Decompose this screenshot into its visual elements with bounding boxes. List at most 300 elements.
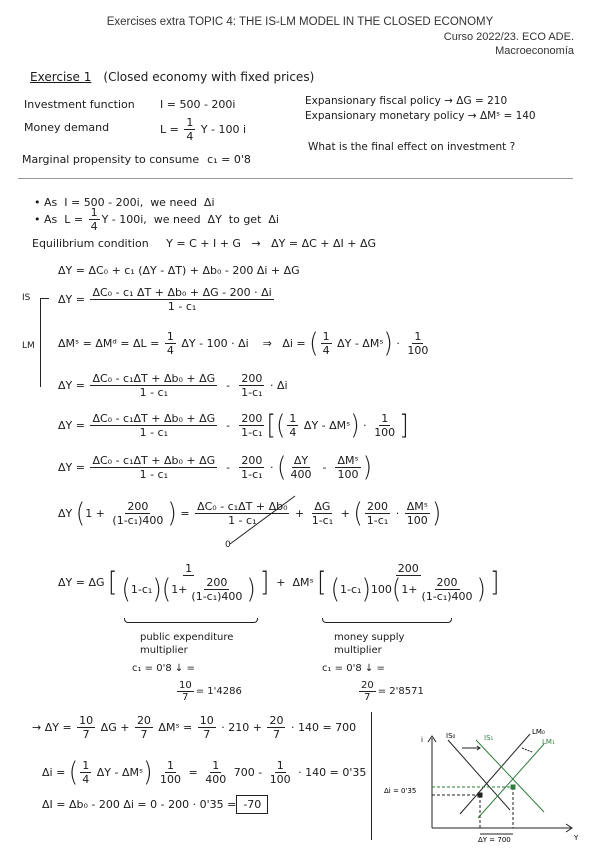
- bracket-group: [68, 756, 153, 788]
- numerator: [89, 206, 100, 220]
- is-lm-bracket: [40, 298, 49, 387]
- money-multiplier-label: money supply multiplier: [334, 632, 405, 656]
- equation-text: 20: [269, 714, 284, 727]
- numerator: [204, 576, 229, 590]
- divider: [18, 178, 573, 179]
- denominator: [89, 220, 100, 233]
- bracket-group: [266, 409, 409, 441]
- denominator: [165, 344, 176, 357]
- equation-text: · Δi: [266, 379, 288, 392]
- numerator: [77, 714, 95, 728]
- fraction: [158, 759, 183, 786]
- fraction: [77, 714, 95, 741]
- investment-equation: I = 500 - 200i: [160, 98, 236, 111]
- denominator: [119, 573, 257, 605]
- open-bracket: [: [317, 566, 327, 598]
- denominator: [239, 426, 264, 439]
- fraction: [80, 759, 91, 786]
- numerator: [135, 714, 153, 728]
- equation-text: ΔG +: [97, 721, 133, 734]
- equation-text: 1-c₁: [340, 582, 362, 596]
- bracket-group: [121, 573, 162, 605]
- numerator: [210, 759, 221, 773]
- equation-5: [58, 409, 409, 441]
- equation-text: Y - 100i, we need ΔY to get Δi: [101, 213, 279, 226]
- strike-out-mark: [220, 492, 300, 552]
- equation-text: ΔMˢ: [406, 500, 428, 513]
- delta-i-result: [42, 756, 367, 788]
- numerator: [80, 759, 91, 773]
- x-axis-label: Y: [574, 834, 579, 842]
- equation-text: ΔY =: [58, 379, 89, 392]
- equation-text: 100: [374, 426, 396, 439]
- close-bracket: ): [167, 497, 177, 529]
- equation-text: ·: [392, 337, 404, 350]
- numerator: [412, 330, 423, 344]
- fraction: [110, 500, 165, 527]
- numerator: [292, 454, 310, 468]
- money-multiplier-den: 7: [364, 692, 371, 703]
- fraction: [267, 714, 285, 741]
- equation-text: (1-c₁)400: [191, 590, 243, 603]
- equation-text: -: [219, 461, 238, 474]
- is1-label: IS₁: [484, 734, 494, 742]
- denominator: [110, 514, 165, 527]
- equation-text: 4: [166, 344, 174, 357]
- is0-curve: [448, 740, 510, 810]
- is-lm-graph: [376, 712, 600, 848]
- mpc-label: Marginal propensity to consume: [22, 153, 200, 166]
- equation-text: · 210 +: [217, 721, 266, 734]
- denominator: [239, 386, 264, 399]
- close-bracket: ): [152, 573, 162, 605]
- equation-6: [58, 451, 373, 483]
- equation-text: 1: [212, 759, 220, 772]
- numerator: [184, 116, 195, 130]
- fraction: [119, 562, 257, 603]
- delta-i-label: Δi = 0'35: [384, 787, 417, 795]
- numerator: [365, 500, 390, 514]
- denominator: [166, 300, 198, 313]
- equation-text: 1: [166, 330, 174, 343]
- money-multiplier-condition: c₁ = 0'8 ↓ =: [322, 663, 385, 674]
- lm0-curve: [460, 734, 530, 814]
- denominator: [321, 344, 332, 357]
- bullet-money: [34, 206, 279, 233]
- equation-text: ·: [392, 507, 403, 520]
- fraction: [239, 372, 264, 399]
- fraction: [135, 714, 153, 741]
- denominator: [365, 514, 390, 527]
- equation-text: 1+: [401, 583, 418, 596]
- equation-text: ΔMˢ = ΔMᵈ = ΔL =: [58, 337, 163, 350]
- open-bracket: (: [161, 573, 172, 605]
- equilibrium-1-point: [511, 785, 516, 790]
- equation-text: 7: [82, 728, 90, 741]
- fraction: [329, 562, 488, 603]
- numerator: [287, 412, 298, 426]
- open-bracket: [: [266, 409, 276, 441]
- equation-text: 400: [205, 773, 227, 786]
- equation-text: (1-c₁)400: [421, 590, 473, 603]
- equation-text: Y - 100 i: [197, 123, 247, 136]
- numerator: [335, 454, 360, 468]
- public-multiplier-label: public expenditure multiplier: [140, 632, 234, 656]
- close-bracket: ): [361, 573, 371, 605]
- equation-text: 1: [167, 759, 174, 772]
- numerator: [321, 330, 332, 344]
- fraction: [310, 500, 335, 527]
- fraction: [239, 412, 264, 439]
- equation-text: ΔY - ΔMˢ: [300, 419, 351, 432]
- equation-text: =: [176, 507, 194, 520]
- denominator: [158, 773, 183, 786]
- equation-text: 100: [406, 514, 428, 527]
- equation-text: 700 -: [230, 766, 266, 779]
- denominator: [288, 468, 313, 481]
- numerator: [90, 372, 217, 386]
- equation-text: 200: [241, 454, 263, 467]
- lm1-label: LM₁: [542, 738, 555, 746]
- is0-label: IS₀: [446, 732, 456, 740]
- denominator: [203, 773, 228, 786]
- delta-y-result: [32, 714, 356, 741]
- equation-text: 1: [90, 206, 98, 219]
- monetary-policy: Expansionary monetary policy → ΔMˢ = 140: [305, 110, 536, 122]
- denominator: [268, 773, 293, 786]
- bracket-group: [75, 497, 177, 529]
- equation-text: 1+: [171, 583, 188, 596]
- open-bracket: (: [391, 573, 402, 605]
- close-bracket: ]: [259, 566, 270, 598]
- public-multiplier-value: = 1'4286: [195, 686, 242, 697]
- fraction: [184, 116, 195, 143]
- document-title: Exercises extra TOPIC 4: THE IS-LM MODEL IN THE CLOSED ECONOMY: [106, 16, 494, 28]
- fraction: [288, 454, 313, 481]
- equation-text: 1 +: [85, 507, 109, 520]
- numerator: [90, 412, 217, 426]
- fraction: [321, 330, 332, 357]
- public-multiplier-brace: [124, 618, 258, 623]
- equation-text: ΔY - ΔMˢ: [93, 766, 144, 779]
- open-bracket: (: [353, 497, 363, 529]
- is-equation: [58, 286, 276, 313]
- fraction: [89, 206, 100, 233]
- final-answer-box: -70: [236, 795, 268, 814]
- equation-text: =: [185, 766, 202, 779]
- close-bracket: ): [476, 573, 486, 605]
- investment-label: Investment function: [24, 98, 135, 111]
- bracket-group: [353, 497, 442, 529]
- bracket-group: [108, 562, 269, 603]
- denominator: [310, 514, 335, 527]
- fraction: [90, 412, 217, 439]
- denominator: [189, 590, 244, 603]
- fraction: [198, 714, 216, 741]
- equation-text: ΔC₀ - c₁ΔT + Δb₀ + ΔG: [92, 372, 216, 385]
- denominator: [405, 514, 430, 527]
- lm-label: LM: [22, 341, 35, 351]
- equation-text: +: [337, 507, 354, 520]
- equation-text: 4: [186, 130, 194, 143]
- equation-text: 10: [199, 714, 214, 727]
- equation-text: ΔY - 100 · Δi ⇒ Δi =: [177, 337, 310, 350]
- equation-text: 200: [127, 500, 149, 513]
- numerator: [125, 500, 150, 514]
- fraction: [420, 576, 475, 603]
- equation-text: 100: [160, 773, 181, 786]
- equation-text: 100: [269, 773, 291, 786]
- money-demand-label: Money demand: [24, 121, 110, 134]
- equation-text: L =: [160, 123, 183, 136]
- equation-text: Δi =: [42, 766, 69, 779]
- equation-text: -: [219, 379, 238, 392]
- numerator: [90, 454, 217, 468]
- fraction: [90, 286, 273, 313]
- public-multiplier-den: 7: [182, 692, 189, 703]
- equation-text: ·: [266, 461, 278, 474]
- open-bracket: (: [330, 573, 340, 605]
- equation-text: ΔY: [58, 507, 76, 520]
- equation-text: 4: [322, 344, 330, 357]
- close-bracket: ]: [489, 566, 500, 598]
- delta-y-label: ΔY = 700: [478, 836, 511, 844]
- equation-text: 1: [186, 116, 194, 129]
- open-bracket: (: [75, 497, 86, 529]
- equation-text: ΔG: [314, 500, 331, 513]
- equation-text: 200: [397, 562, 419, 575]
- fraction: [239, 454, 264, 481]
- fraction: [405, 330, 430, 357]
- equation-text: -: [315, 461, 334, 474]
- equation-text: • As L =: [34, 213, 87, 226]
- equation-text: 1: [414, 330, 422, 343]
- close-bracket: ): [383, 327, 393, 359]
- exercise-subtitle: (Closed economy with fixed prices): [103, 70, 315, 84]
- close-bracket: ): [143, 756, 153, 788]
- equation-text: ΔY = ΔG: [58, 576, 108, 589]
- equation-text: ΔY =: [58, 293, 89, 306]
- equation-text: 1-c₁: [241, 386, 263, 399]
- numerator: [405, 500, 430, 514]
- equation-text: ΔY: [293, 454, 309, 467]
- close-bracket: ): [431, 497, 442, 529]
- open-bracket: (: [121, 573, 131, 605]
- denominator: [329, 573, 488, 605]
- money-multiplier-brace: [322, 618, 452, 623]
- denominator: [271, 728, 282, 741]
- bracket-group: [161, 573, 256, 605]
- close-bracket: ): [246, 573, 256, 605]
- numerator: [239, 412, 264, 426]
- numerator: [165, 759, 176, 773]
- equation-text: 1 - c₁: [228, 514, 257, 527]
- denominator: [201, 728, 212, 741]
- money-multiplier-num: 20: [361, 680, 374, 691]
- denominator: [138, 468, 170, 481]
- delta-investment-equation: ΔI = Δb₀ - 200 Δi = 0 - 200 · 0'35 =: [42, 798, 237, 811]
- equation-text: ΔY =: [58, 461, 89, 474]
- fraction: [335, 454, 360, 481]
- equation-text: ΔY - ΔMˢ: [333, 337, 384, 350]
- fraction: [90, 454, 217, 481]
- equation-4: [58, 372, 288, 399]
- equation-text: ΔC₀ - c₁ΔT + Δb₀ + ΔG: [92, 412, 216, 425]
- close-bracket: ]: [399, 409, 409, 441]
- is-label: IS: [22, 293, 31, 303]
- open-bracket: (: [277, 451, 287, 483]
- fraction: [365, 500, 390, 527]
- equilibrium-0-point: [478, 793, 483, 798]
- equation-text: 7: [140, 728, 148, 741]
- equation-text: · 140 = 0'35: [294, 766, 367, 779]
- numerator: [267, 714, 285, 728]
- separator-line: [371, 712, 372, 840]
- equation-text: 4: [90, 220, 98, 233]
- fraction: [372, 412, 397, 439]
- money-demand-equation: [160, 116, 246, 143]
- equation-text: 1-c₁: [241, 426, 263, 439]
- public-multiplier-num: 10: [179, 680, 192, 691]
- y-axis-label: i: [421, 736, 423, 744]
- denominator: [138, 728, 149, 741]
- numerator: [435, 576, 460, 590]
- equation-text: 100: [337, 468, 359, 481]
- close-bracket: ): [362, 451, 373, 483]
- money-multiplier-value: = 2'8571: [377, 686, 424, 697]
- equation-text: 1-c₁: [311, 514, 334, 527]
- equation-text: ΔC₀ - c₁ΔT + Δb₀: [197, 500, 288, 513]
- numerator: [90, 286, 273, 300]
- course-label: Curso 2022/23. ECO ADE.: [443, 31, 574, 43]
- denominator: [80, 773, 91, 786]
- equation-text: 200: [241, 372, 263, 385]
- equation-text: ΔY = ΔC₀ + c₁ (ΔY - ΔT) + Δb₀ - 200 Δi + ΔG: [58, 264, 300, 277]
- fraction: [268, 759, 293, 786]
- equation-text: ΔC₀ - c₁ΔT + Δb₀ + ΔG: [92, 454, 216, 467]
- equation-text: 1: [322, 330, 330, 343]
- open-bracket: [: [108, 566, 118, 598]
- zero-annotation: 0: [225, 540, 231, 550]
- denominator: [81, 728, 92, 741]
- equation-text: 200: [241, 412, 263, 425]
- equation-text: ·: [359, 419, 371, 432]
- open-bracket: (: [68, 756, 79, 788]
- equation-text: 7: [272, 728, 280, 741]
- bracket-group: [309, 327, 393, 359]
- denominator: [138, 426, 170, 439]
- numerator: [275, 759, 286, 773]
- numerator: [198, 714, 216, 728]
- equation-text: 400: [290, 468, 312, 481]
- denominator: [239, 468, 264, 481]
- equation-text: 1 - c₁: [139, 426, 169, 439]
- denominator: [287, 426, 298, 439]
- equation-text: 1 - c₁: [139, 468, 169, 481]
- bracket-group: [317, 562, 499, 603]
- numerator: [165, 330, 176, 344]
- is1-curve: [476, 740, 544, 812]
- equation-text: ΔY =: [58, 419, 89, 432]
- equation-text: → ΔY =: [32, 721, 76, 734]
- close-bracket: ): [350, 409, 360, 441]
- denominator: [336, 468, 361, 481]
- bracket-group: [391, 573, 486, 605]
- bracket-group: [275, 409, 360, 441]
- equation-text: Equilibrium condition Y = C + I + G → ΔY = ΔC + ΔI + ΔG: [32, 237, 377, 250]
- equation-1: [58, 264, 300, 277]
- subject-label: Macroeconomía: [495, 45, 574, 57]
- lm-equation: [58, 327, 432, 359]
- equation-text: 4: [82, 773, 90, 786]
- bracket-group: [330, 573, 371, 605]
- equation-text: ΔMˢ: [337, 454, 359, 467]
- numerator: [183, 562, 194, 576]
- equation-text: 200: [436, 576, 458, 589]
- open-bracket: (: [275, 409, 286, 441]
- equation-text: 100: [407, 344, 429, 357]
- numerator: [239, 372, 264, 386]
- numerator: [379, 412, 390, 426]
- question: What is the final effect on investment ?: [308, 141, 516, 153]
- equation-text: 1: [289, 412, 297, 425]
- equation-text: ΔMˢ =: [154, 721, 196, 734]
- fiscal-policy: Expansionary fiscal policy → ΔG = 210: [305, 95, 508, 107]
- equation-text: • As I = 500 - 200i, we need Δi: [34, 196, 215, 209]
- equilibrium-condition: [32, 237, 376, 250]
- fraction: [189, 576, 244, 603]
- exercise-title: Exercise 1: [30, 70, 92, 84]
- numerator: [312, 500, 332, 514]
- equation-text: 1: [381, 412, 389, 425]
- equation-text: 7: [203, 728, 211, 741]
- equation-text: (1-c₁)400: [112, 514, 164, 527]
- equation-text: 1-c₁: [366, 514, 389, 527]
- equation-8: [58, 562, 499, 603]
- equation-text: 1-c₁: [241, 468, 263, 481]
- numerator: [239, 454, 264, 468]
- equation-text: 100: [370, 583, 392, 596]
- equation-text: 1-c₁: [130, 582, 153, 596]
- equation-text: + ΔMˢ: [269, 576, 318, 589]
- fraction: [203, 759, 228, 786]
- equation-text: 1: [276, 759, 284, 772]
- bracket-group: [277, 451, 373, 483]
- equation-text: 1: [82, 759, 90, 772]
- equation-text: · 140 = 700: [287, 721, 357, 734]
- fraction: [90, 372, 217, 399]
- denominator: [420, 590, 475, 603]
- equation-text: 1 - c₁: [139, 386, 169, 399]
- equation-text: 4: [289, 426, 297, 439]
- equation-text: ΔC₀ - c₁ ΔT + Δb₀ + ΔG - 200 · Δi: [92, 286, 272, 299]
- equation-text: [153, 766, 157, 779]
- equation-text: -: [219, 419, 238, 432]
- equation-text: 200: [206, 576, 228, 589]
- fraction: [287, 412, 298, 439]
- equation-text: +: [291, 507, 308, 520]
- equation-text: 1 - c₁: [167, 300, 197, 313]
- equation-text: 1: [185, 562, 193, 575]
- open-bracket: (: [309, 327, 319, 359]
- public-multiplier-condition: c₁ = 0'8 ↓ =: [132, 663, 195, 674]
- equation-text: 10: [79, 714, 94, 727]
- denominator: [372, 426, 397, 439]
- fraction: [405, 500, 430, 527]
- fraction: [165, 330, 176, 357]
- equation-text: 20: [136, 714, 151, 727]
- mpc-equation: c₁ = 0'8: [207, 153, 251, 166]
